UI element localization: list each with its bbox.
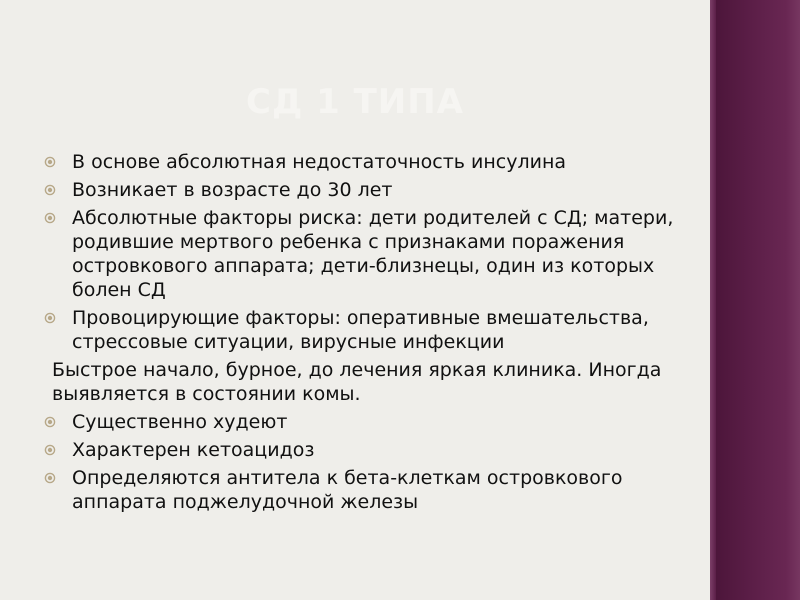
list-item: [42, 438, 692, 462]
list-item: [42, 410, 692, 434]
circle-bullet-icon: [44, 156, 56, 168]
list-item-text: Провоцирующие факторы: оперативные вмешательства, стрессовые ситуации, вирусные инфекции: [72, 307, 649, 353]
side-decoration-panel: [710, 0, 800, 600]
list-item: [42, 306, 692, 354]
circle-bullet-icon: [44, 472, 56, 484]
list-item-text: Абсолютные факторы риска: дети родителей с СД; матери, родившие мертвого ребенка с признаками поражения островкового аппарата; дети-близнецы, один из которых болен СД: [72, 207, 674, 301]
list-item-text: Характерен кетоацидоз: [72, 439, 315, 461]
circle-bullet-icon: [44, 416, 56, 428]
circle-bullet-icon: [44, 312, 56, 324]
slide-content: [42, 150, 692, 518]
list-item-text: В основе абсолютная недостаточность инсулина: [72, 151, 567, 173]
list-item: [42, 206, 692, 302]
circle-bullet-icon: [44, 212, 56, 224]
list-item-text: Определяются антитела к бета-клеткам островкового аппарата поджелудочной железы: [72, 467, 623, 513]
circle-bullet-icon: [44, 444, 56, 456]
slide-title: СД 1 ТИПА: [246, 82, 464, 122]
list-item-text: Возникает в возрасте до 30 лет: [72, 179, 393, 201]
paragraph-text: Быстрое начало, бурное, до лечения яркая клиника. Иногда выявляется в состоянии комы.: [52, 359, 662, 405]
list-item: [42, 150, 692, 174]
list-item-text: Существенно худеют: [72, 411, 288, 433]
list-item: [42, 466, 692, 514]
list-item: [42, 178, 692, 202]
paragraph: [42, 358, 692, 406]
circle-bullet-icon: [44, 184, 56, 196]
